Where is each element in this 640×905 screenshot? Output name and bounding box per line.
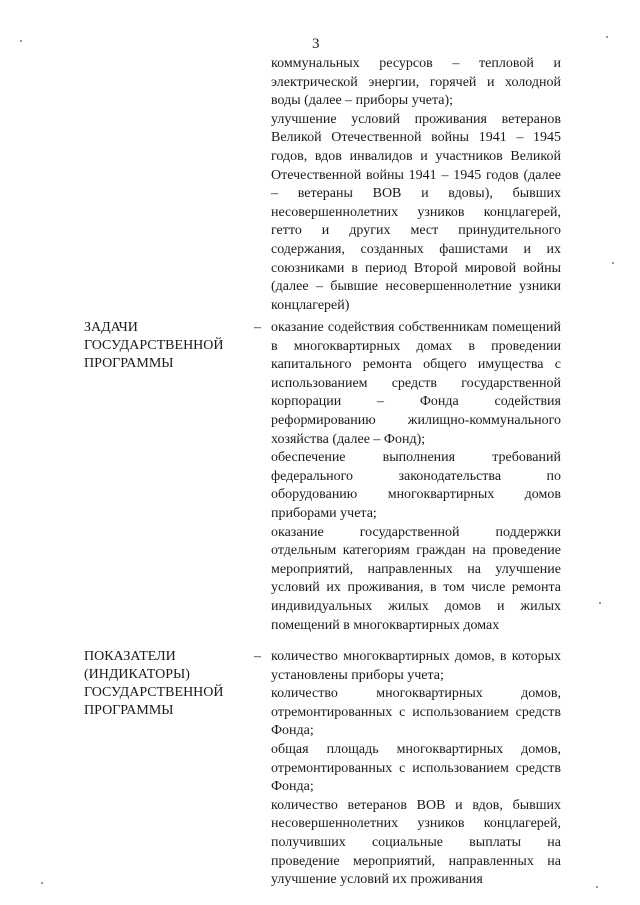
scan-speck bbox=[20, 40, 22, 42]
section-label bbox=[84, 319, 254, 373]
continuation-paragraph: коммунальных ресурсов – тепловой и электрической энергии, горячей и холодной воды (далее – приборы учета); bbox=[271, 56, 561, 109]
scan-speck bbox=[599, 602, 601, 604]
task-item: оказание государственной поддержки отдельным категориям граждан на проведение мероприятий, направленных на улучшение условий их проживания, в том числе ремонта индивидуальных жилых домов и жилых помещений в многоквартирных домах bbox=[271, 524, 561, 633]
section-dash: – bbox=[254, 320, 261, 335]
indicator-item: общая площадь многоквартирных домов, отремонтированных с использованием средств Фонда; bbox=[271, 741, 561, 795]
scan-speck bbox=[41, 882, 43, 884]
section-content bbox=[271, 319, 561, 635]
indicator-item: количество ветеранов ВОВ и вдов, бывших несовершеннолетних узников концлагерей, получивших социальные выплаты на проведение мероприятий, направленных на улучшение условий их проживания bbox=[271, 797, 561, 888]
task-item: обеспечение выполнения требований федерального законодательства по оборудованию многоквартирных домов приборами учета; bbox=[271, 450, 561, 521]
label-line: ПРОГРАММЫ bbox=[84, 356, 174, 371]
section-content bbox=[271, 648, 561, 890]
label-line: (ИНДИКАТОРЫ) bbox=[84, 667, 190, 682]
label-line: ПОКАЗАТЕЛИ bbox=[84, 649, 176, 664]
label-line: ГОСУДАРСТВЕННОЙ bbox=[84, 338, 224, 353]
scan-speck bbox=[612, 262, 614, 264]
label-line: ЗАДАЧИ bbox=[84, 320, 138, 335]
indicator-item: количество многоквартирных домов, отремонтированных с использованием средств Фонда; bbox=[271, 686, 561, 739]
page-number: 3 bbox=[312, 36, 320, 52]
label-line: ПРОГРАММЫ bbox=[84, 703, 174, 718]
scan-speck bbox=[606, 36, 608, 38]
task-item: оказание содействия собственникам помещений в многоквартирных домах в проведении капитального ремонта общего имущества с использованием средств государственной корпорации – Фонда содействия реформированию жилищно-коммунального хозяйства (далее – Фонд); bbox=[271, 320, 561, 447]
scan-speck bbox=[596, 886, 598, 888]
continuation-text bbox=[271, 55, 561, 315]
label-line: ГОСУДАРСТВЕННОЙ bbox=[84, 685, 224, 700]
section-label bbox=[84, 648, 254, 720]
indicator-item: количество многоквартирных домов, в которых установлены приборы учета; bbox=[271, 649, 561, 683]
continuation-paragraph: улучшение условий проживания ветеранов Великой Отечественной войны 1941 – 1945 годов, вдов инвалидов и участников Великой Отечественной войны 1941 – 1945 годов (далее – ветераны ВОВ и вдовы), бывших несовершеннолетних узников концлагерей, гетто и других мест принудительного содержания, созданных фашистами и их союзниками в период Второй мировой войны (далее – бывшие несовершеннолетние узники концлагерей) bbox=[271, 111, 561, 313]
section-dash: – bbox=[254, 649, 261, 664]
